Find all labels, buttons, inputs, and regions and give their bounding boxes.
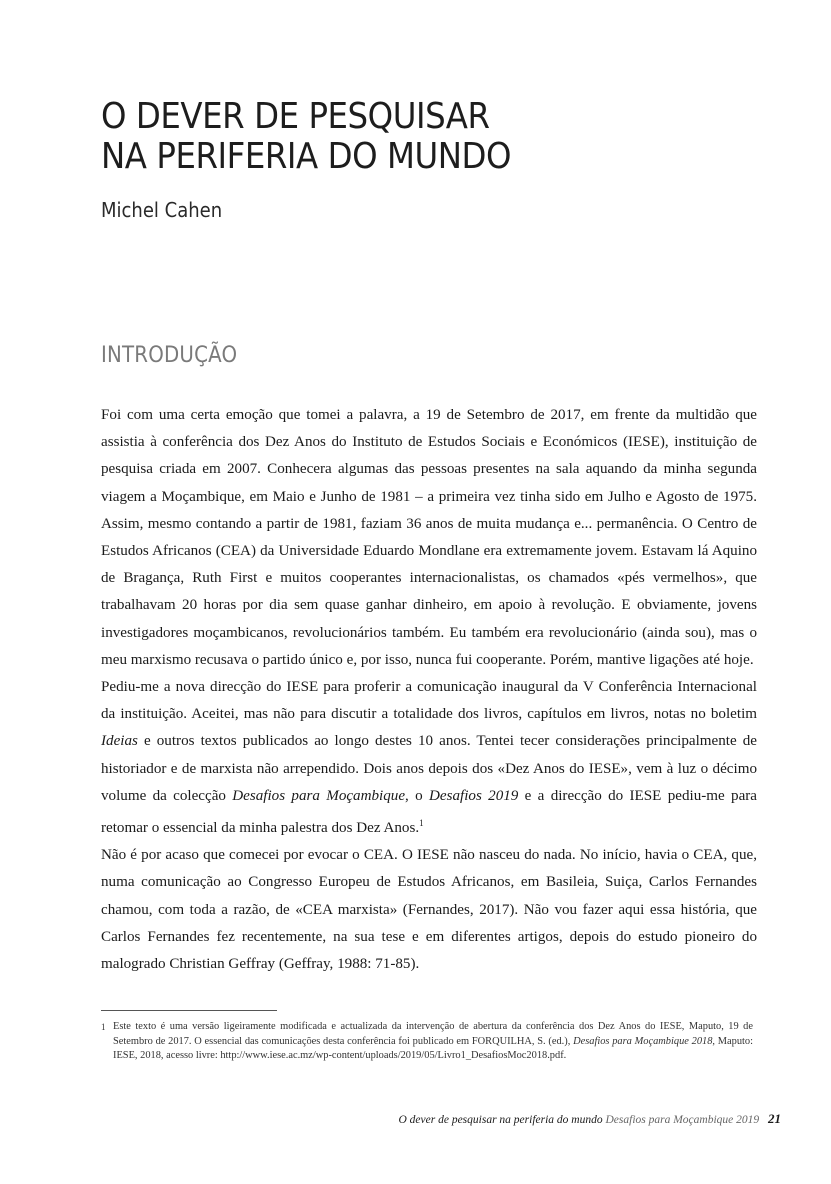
text-run: Não é por acaso que comecei por evocar o CEA. O IESE não nasceu do nada. No início, havia o CEA, que, numa comunicação ao Congresso Europeu de Estudos Africanos, em Basileia, Suiça, Carlos Fernandes chamou, com toda a razão, de «CEA marxista» (Fernandes, 2017). Não vou fazer aqui essa história, que Carlos Fernandes fez recentemente, na sua tese e em diferentes artigos, depois do estudo pioneiro do malogrado Christian Geffray (Geffray, 1988: 71-85). — [101, 847, 757, 973]
chapter-title — [101, 97, 741, 177]
text-run: Foi com uma certa emoção que tomei a palavra, a 19 de Setembro de 2017, em frente da multidão que assistia à conferência dos Dez Anos do Instituto de Estudos Sociais e Económicos (IESE), instituição de pesquisa criada em 2007. Conhecera algumas das pessoas presentes na sala aquando da minha segunda viagem a Moçambique, em Maio e Junho de 1981 – a primeira vez tinha sido em Julho e Agosto de 1975. Assim, mesmo contando a partir de 1981, faziam 36 anos de muita mudança e... permanência. O Centro de Estudos Africanos (CEA) da Universidade Eduardo Mondlane era extremamente jovem. Estavam lá Aquino de Bragança, Ruth First e muitos cooperantes internacionalistas, os chamados «pés vermelhos», que trabalhavam 20 horas por dia sem quase ganhar dinheiro, em apoio à revolução. E obviamente, jovens investigadores moçambicanos, revolucionários também. Eu também era revolucionário (ainda sou), mas o meu marxismo recusava o partido único e, por isso, nunca fui cooperante. Porém, mantive ligações até hoje. — [101, 407, 757, 668]
body-paragraph — [101, 402, 757, 674]
text-run: Pediu-me a nova direcção do IESE para proferir a comunicação inaugural da V Conferência Internacional da instituição. Aceitei, mas não para discutir a totalidade dos livros, capítulos em livros, notas no boletim — [101, 679, 757, 723]
chapter-title-line-1: O DEVER DE PESQUISAR — [101, 96, 490, 137]
italic-text: Ideias — [101, 733, 138, 750]
footer-series-title: Desafios para Moçambique 2019 — [605, 1114, 760, 1126]
body-paragraph — [101, 842, 757, 978]
text-run: Este texto é uma versão ligeiramente modificada e actualizada da intervenção de abertura da conferência dos Dez Anos do IESE, Maputo, 19 de Setembro de 2017. O essencial das comunicações desta conferência foi publicado em FORQUILHA, S. (ed.), — [113, 1021, 753, 1047]
text-run: e outros textos publicados ao longo destes 10 anos. Tentei tecer considerações principalmente de historiador e de marxista não arrependido. Dois anos depois dos «Dez Anos do IESE», vem à luz o décimo volume da colecção — [101, 733, 757, 804]
running-footer — [399, 1111, 782, 1127]
page-number: 21 — [768, 1111, 781, 1126]
section-heading: INTRODUÇÃO — [101, 343, 238, 368]
body-paragraph — [101, 674, 757, 842]
footer-chapter-title: O dever de pesquisar na periferia do mundo — [398, 1114, 603, 1126]
footnote-divider — [101, 1010, 277, 1011]
text-run: , o — [405, 787, 429, 804]
footnote-text — [101, 1020, 753, 1064]
footnote — [101, 1020, 753, 1064]
italic-text: Desafios 2019 — [429, 787, 519, 804]
footnote-reference: 1 — [419, 818, 424, 829]
text-run: e a direcção do IESE pediu-me para retomar o essencial da minha palestra dos Dez Anos. — [101, 787, 757, 837]
body-text — [101, 402, 757, 978]
text-run: , Maputo: IESE, 2018, acesso livre: http://www.iese.ac.mz/wp-content/uploads/2019/05/Livro1_DesafiosMoc2018.pdf. — [113, 1035, 753, 1062]
footnote-number: 1 — [101, 1022, 106, 1032]
italic-text: Desafios para Moçambique — [232, 787, 406, 804]
author-name: Michel Cahen — [101, 198, 223, 222]
chapter-title-line-2: NA PERIFERIA DO MUNDO — [101, 136, 512, 177]
italic-text: Desafios para Moçambique 2018 — [573, 1035, 713, 1047]
